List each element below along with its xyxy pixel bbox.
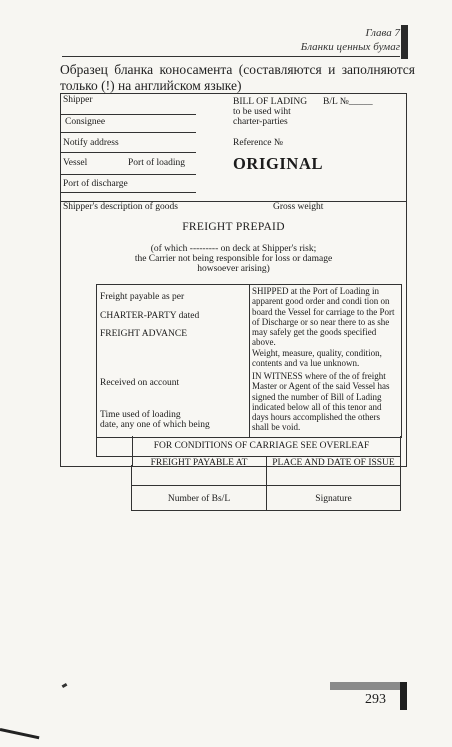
bottom-table-right-edge [400, 436, 401, 466]
consignee-line [61, 132, 196, 133]
number-of-bsl: Number of Bs/L [167, 494, 231, 504]
reference-label: Reference № [233, 138, 283, 148]
header-rule [62, 56, 400, 57]
charter-party-dated: CHARTER-PARTY dated [100, 311, 200, 321]
stray-mark [62, 683, 68, 688]
time-used-line-1: Time used of loading [100, 410, 181, 420]
freight-payable-as-per: Freight payable as per [100, 292, 185, 302]
conditions-left-edge [96, 436, 97, 457]
notify-line [61, 152, 196, 153]
vessel-label: Vessel [63, 158, 88, 168]
weight-clause: Weight, measure, quality, condition, contents and va lue unknown. [252, 348, 382, 369]
deck-clause-line-3: howsoever arising) [197, 264, 270, 274]
chapter-label: Глава 7 [365, 27, 400, 39]
shippers-description-label: Shipper's description of goods [63, 202, 178, 212]
freight-payable-at: FREIGHT PAYABLE AT [150, 458, 248, 468]
page-number-band [330, 682, 400, 690]
place-date-issue: PLACE AND DATE OF ISSUE [272, 458, 395, 468]
notify-label: Notify address [63, 138, 119, 148]
freight-terms-table [96, 284, 402, 438]
consignee-label: Consignee [65, 117, 106, 127]
conditions-rule [96, 456, 401, 457]
bill-of-lading-form [60, 93, 407, 467]
witness-clause: IN WITNESS where of the of freight Master or Agent of the said Vessel has signed the number of Bill of Lading indicated below all of this tenor and days hours accomplished the others shall be void. [252, 371, 390, 433]
gross-weight-label: Gross weight [273, 202, 324, 212]
conditions-text: FOR CONDITIONS OF CARRIAGE SEE OVERLEAF [153, 441, 370, 451]
shipper-label: Shipper [63, 95, 93, 105]
signature-label: Signature [315, 494, 352, 504]
shipped-clause: SHIPPED at the Port of Loading in apparent good order and condi tion on board the Vessel for carriage to the Port of Discharge or so near there to as she may safely get the goods specified above. [252, 286, 395, 348]
freight-advance: FREIGHT ADVANCE [100, 329, 188, 339]
to-be-used-text: to be used wiht [233, 107, 291, 117]
received-on-account: Received on account [100, 378, 180, 388]
shipper-line [61, 114, 196, 115]
charter-parties-text: charter-parties [233, 117, 288, 127]
vessel-line [61, 174, 196, 175]
header-marker-bar [401, 25, 408, 59]
bl-number-label: B/L №_____ [323, 97, 373, 107]
port-of-discharge-label: Port of discharge [63, 179, 128, 189]
page-number: 293 [365, 692, 386, 707]
bill-of-lading-title: BILL OF LADING [233, 97, 308, 107]
original-stamp: ORIGINAL [233, 154, 324, 173]
discharge-line [61, 192, 196, 193]
freight-terms-divider [249, 285, 250, 437]
deck-clause-line-2: the Carrier not being responsible for loss or damage [134, 254, 333, 264]
footer-strip-rule [132, 485, 400, 486]
freight-prepaid-heading: FREIGHT PREPAID [182, 221, 285, 233]
port-of-loading-label: Port of loading [128, 158, 185, 168]
deck-clause-line-1: (of which --------- on deck at Shipper's risk; [150, 244, 317, 254]
time-used-line-2: date, any one of which being [100, 420, 210, 430]
form-footer-strip [131, 465, 401, 511]
page-number-bar [400, 682, 407, 710]
intro-text: Образец бланка коносамента (составляются и заполняются только (!) на английском языке) [60, 62, 415, 93]
section-label: Бланки ценных бумаг [300, 41, 400, 53]
page-corner-edge [0, 728, 39, 739]
